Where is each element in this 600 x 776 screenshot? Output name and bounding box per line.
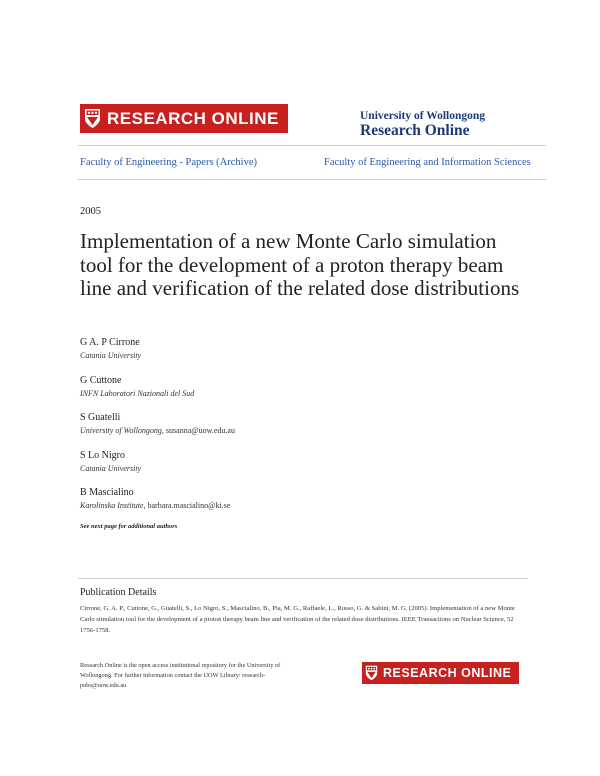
repository-note: Research Online is the open access institutional repository for the University of Wollongong. For further information contact the UOW Library: research-pubs@uow.edu.au [80, 662, 281, 689]
author-entry [80, 375, 194, 398]
paper-title: Implementation of a new Monte Carlo simulation tool for the development of a proton therapy beam line and verification of the related dose distributions [80, 229, 520, 300]
university-name: University of Wollongong [360, 110, 486, 122]
logo-text: RESEARCH ONLINE [107, 108, 279, 128]
author-affiliation: Catania University [80, 351, 142, 360]
author-affiliation: INFN Laboratori Nazionali del Sud [80, 389, 195, 398]
divider [78, 179, 546, 180]
author-name: G Cuttone [80, 375, 122, 386]
author-affiliation: Catania University [80, 464, 142, 473]
faculty-papers-link[interactable]: Faculty of Engineering - Papers (Archive) [80, 157, 257, 168]
see-next-note: See next page for additional authors [80, 523, 178, 530]
author-name: S Guatelli [80, 412, 121, 423]
faculty-sciences-link[interactable]: Faculty of Engineering and Information Sciences [324, 157, 531, 168]
research-online-logo[interactable] [80, 104, 288, 133]
publication-year: 2005 [80, 206, 101, 217]
publication-details-heading: Publication Details [80, 587, 157, 598]
author-entry [80, 412, 235, 435]
author-entry [80, 487, 230, 510]
logo-text: RESEARCH ONLINE [383, 666, 512, 680]
repository-name: Research Online [360, 122, 470, 139]
author-affiliation: Karolinska Institute, barbara.mascialino@ki.se [80, 501, 231, 510]
research-online-logo-footer[interactable] [362, 662, 519, 684]
author-email: barbara.mascialino@ki.se [147, 501, 231, 510]
author-name: B Mascialino [80, 487, 134, 498]
author-name: S Lo Nigro [80, 450, 125, 461]
divider [78, 145, 546, 146]
author-name: G A. P Cirrone [80, 337, 140, 348]
shield-icon [84, 108, 101, 129]
shield-icon [365, 665, 378, 681]
author-entry [80, 337, 141, 360]
author-entry [80, 450, 141, 473]
author-email: susanna@uow.edu.au [165, 426, 235, 435]
author-affiliation: University of Wollongong, susanna@uow.edu.au [80, 426, 235, 435]
citation-text: Cirrone, G. A. P., Cuttone, G., Guatelli, S., Lo Nigro, S., Mascialino, B., Pia, M. G., Raffaele, L., Russo, G. & Sabini, M. G. (2005). Implementation of a new Monte Carlo simulation tool for the development of a proton therapy beam line and verification of the related dose distributions. IEEE Transactions on Nuclear Science, 52 1756-1758. [80, 605, 515, 634]
divider [78, 578, 528, 579]
